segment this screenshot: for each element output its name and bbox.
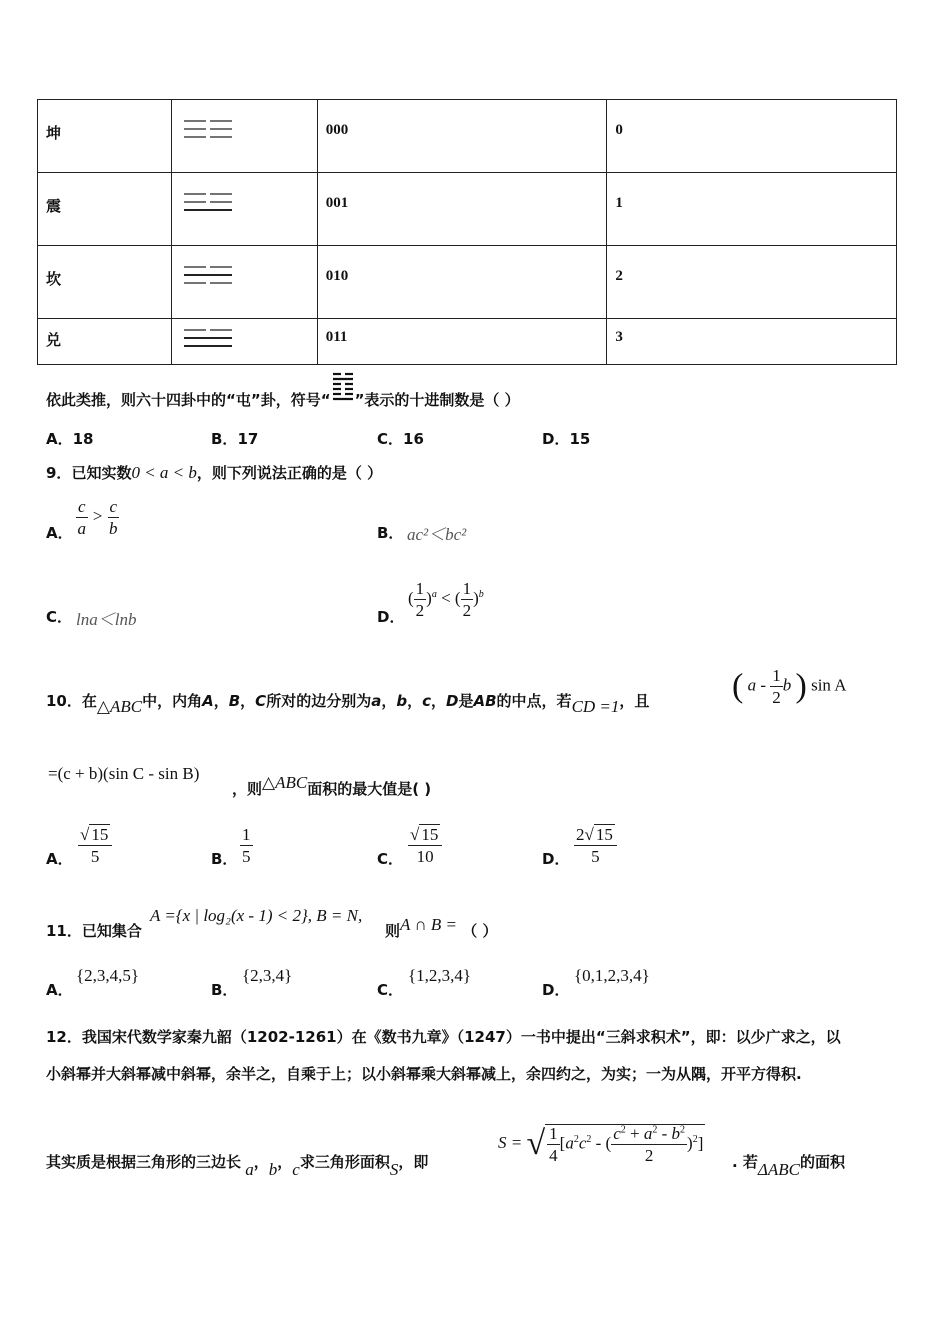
q11-stem-prefix: 11．已知集合 <box>46 922 142 940</box>
table-row <box>38 100 897 173</box>
trigram-symbol-icon <box>171 246 317 319</box>
decimal-value: 3 <box>607 319 897 365</box>
q8-option-b[interactable]: B．17 <box>211 430 259 448</box>
q12-line3-tail: . 若ΔABC的面积 <box>732 1153 846 1179</box>
q9-option-c-formula: lna＜lnb <box>76 610 137 629</box>
q12-formula: S = √ $\frac{1}{4}$ [$a^2c^2$ - ( $\frac{c^2 + a^2 - b^2}{2}$ )$^2$] <box>498 1124 704 1165</box>
q8-option-d[interactable]: D．15 <box>542 430 591 448</box>
trigram-table <box>37 99 897 365</box>
q10-option-d-formula: $\frac{2√ 15}{5}$ <box>574 826 617 865</box>
q11-set-definition: A ={x | log₂(x - 1) < 2}, B = N, <box>150 906 363 925</box>
q10-option-d-label[interactable]: D． <box>542 850 570 868</box>
q9-option-b-label[interactable]: B． <box>377 524 404 542</box>
q8-stem: 依此类推，则六十四卦中的“屯”卦，符号“ ”表示的十进制数是（ ） <box>46 381 520 410</box>
trigram-name: 震 <box>38 173 172 246</box>
table-row <box>38 173 897 246</box>
q10-ask: ，则△ABC面积的最大值是( ) <box>232 773 432 798</box>
hexagram-tun-icon <box>331 371 355 399</box>
q10-option-b-label[interactable]: B． <box>211 850 238 868</box>
q10-equation-line2: =(c + b)(sin C - sin B) <box>48 764 200 783</box>
q12-line2: 小斜幂并大斜幂减中斜幂，余半之，自乘于上；以小斜幂乘大斜幂减上，余四约之，为实；一为从隅，开平方得积. <box>46 1065 802 1083</box>
table-row <box>38 319 897 365</box>
q11-option-b-set: {2,3,4} <box>242 966 293 985</box>
trigram-name: 坤 <box>38 100 172 173</box>
binary-code: 011 <box>317 319 607 365</box>
q11-option-b-label[interactable]: B． <box>211 981 238 999</box>
q11-option-d-label[interactable]: D． <box>542 981 570 999</box>
trigram-symbol-icon <box>171 319 317 365</box>
q10-option-b-formula: $\frac{1}{5}$ <box>242 825 251 866</box>
q11-option-d-set: {0,1,2,3,4} <box>574 966 650 985</box>
q10-option-c-formula: $\frac{√ 15}{10}$ <box>408 826 442 865</box>
q10-option-a-label[interactable]: A． <box>46 850 73 868</box>
binary-code: 000 <box>317 100 607 173</box>
q12-line3: 其实质是根据三角形的三边长 a，b，c求三角形面积S，即 <box>46 1153 429 1179</box>
trigram-name: 兑 <box>38 319 172 365</box>
q9-option-c-label[interactable]: C． <box>46 608 73 626</box>
decimal-value: 0 <box>607 100 897 173</box>
q9-option-d-formula: ( $\frac{1}{2}$ )$^a$ < ( $\frac{1}{2}$ )$^b$ <box>408 579 484 620</box>
trigram-name: 坎 <box>38 246 172 319</box>
q9-option-b-formula: ac²＜bc² <box>407 525 467 544</box>
binary-code: 010 <box>317 246 607 319</box>
q9-stem: 9．已知实数0 < a < b，则下列说法正确的是（ ） <box>46 463 383 482</box>
q9-option-d-label[interactable]: D． <box>377 608 405 626</box>
binary-code: 001 <box>317 173 607 246</box>
table-row <box>38 246 897 319</box>
q10-stem: 10．在△ABC中，内角A，B，C所对的边分别为a，b，c，D是AB的中点，若CD =1，且 <box>46 692 650 716</box>
q11-option-a-set: {2,3,4,5} <box>76 966 140 985</box>
q8-option-c[interactable]: C．16 <box>377 430 424 448</box>
decimal-value: 2 <box>607 246 897 319</box>
decimal-value: 1 <box>607 173 897 246</box>
trigram-symbol-icon <box>171 173 317 246</box>
q8-option-a[interactable]: A．18 <box>46 430 94 448</box>
q10-option-a-formula: $\frac{√ 15}{5}$ <box>78 826 112 865</box>
q11-option-c-set: {1,2,3,4} <box>408 966 472 985</box>
q10-condition: ( a - $\frac{1}{2}$ b ) sin A <box>732 666 847 707</box>
q9-option-a-label[interactable]: A． <box>46 524 73 542</box>
q11-option-c-label[interactable]: C． <box>377 981 404 999</box>
trigram-symbol-icon <box>171 100 317 173</box>
q10-option-c-label[interactable]: C． <box>377 850 404 868</box>
q11-question: 则A ∩ B = （ ） <box>385 915 498 940</box>
q12-line1: 12．我国宋代数学家秦九韶（1202-1261）在《数书九章》（1247）一书中提出“三斜求积术”，即：以少广求之，以 <box>46 1028 841 1046</box>
q11-option-a-label[interactable]: A． <box>46 981 73 999</box>
q9-option-a-formula: $\frac{c}{a}$ > $\frac{c}{b}$ <box>77 497 118 538</box>
